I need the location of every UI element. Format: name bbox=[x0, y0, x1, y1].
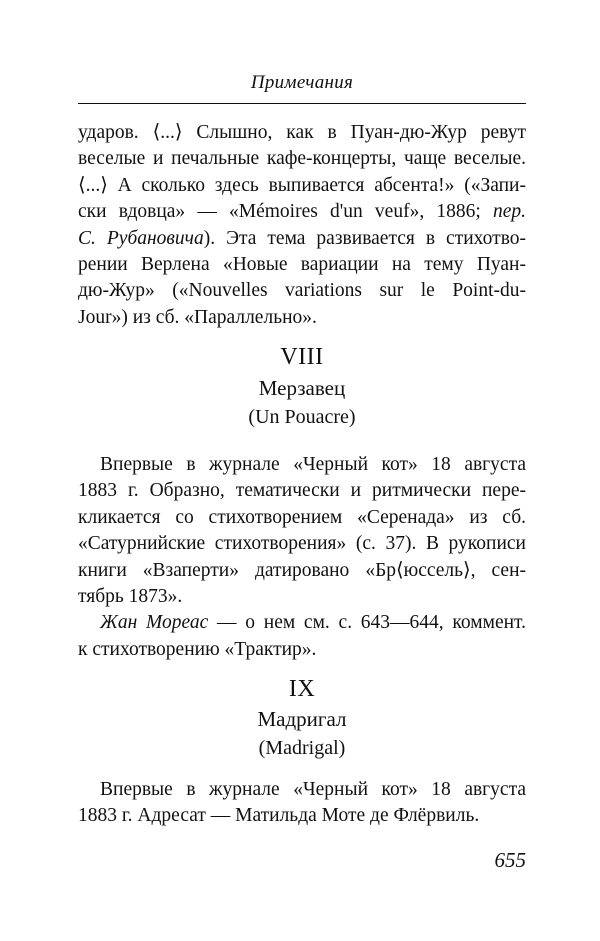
text-line: книги «Взаперти» датировано «Бр⟨юссель⟩, сен- bbox=[78, 559, 526, 581]
section-number: IX bbox=[288, 676, 316, 702]
text-line: веселые и печальные кафе-концерты, чаще веселые. bbox=[78, 148, 526, 170]
text-line: «Сатурнийские стихотворения» (с. 37). В рукописи bbox=[78, 533, 526, 555]
text-line: рении Верлена «Новые вариации на тему Пуан- bbox=[78, 254, 526, 276]
text-line: Впервые в журнале «Черный кот» 18 августа bbox=[100, 779, 526, 800]
text-line: 1883 г. Адресат — Матильда Моте де Флёрвиль. bbox=[78, 805, 480, 827]
text-line: кликается со стихотворением «Серенада» из сб. bbox=[78, 506, 526, 528]
text-fragment: ски вдовца» — «Mémoires d'un veuf», 1886; bbox=[78, 201, 481, 223]
text-line bbox=[78, 610, 526, 636]
text-line: Впервые в журнале «Черный кот» 18 августа bbox=[100, 454, 526, 475]
running-head: Примечания bbox=[250, 72, 354, 93]
text-line: ⟨...⟩ А сколько здесь выпивается абсента!» («Запи- bbox=[78, 174, 526, 196]
section-subtitle: (Un Pouacre) bbox=[248, 406, 356, 428]
text-line-with-translator bbox=[78, 199, 526, 225]
text-line: тябрь 1873». bbox=[78, 586, 183, 608]
section-number: VIII bbox=[280, 344, 324, 370]
text-line: дю-Жур» («Nouvelles variations sur le Point-du- bbox=[78, 280, 526, 302]
intro-paragraph bbox=[78, 120, 526, 331]
translator-name: С. Рубановича bbox=[78, 227, 204, 249]
section-title: Мерзавец bbox=[258, 376, 346, 400]
section-9-note bbox=[78, 777, 526, 830]
section-subtitle: (Madrigal) bbox=[258, 737, 346, 759]
section-8-note bbox=[78, 452, 526, 663]
text-line: ударов. ⟨...⟩ Слышно, как в Пуан-дю-Жур ревут bbox=[78, 122, 526, 143]
text-line: Jour») из сб. «Параллельно». bbox=[78, 306, 317, 328]
text-fragment: — о нем см. с. 643—644, коммент. bbox=[208, 612, 526, 634]
section-title: Мадригал bbox=[257, 707, 347, 731]
text-line: 1883 г. Образно, тематически и ритмически пере- bbox=[78, 480, 526, 502]
page-number: 655 bbox=[494, 848, 526, 872]
abbr-per: пер. bbox=[492, 201, 526, 223]
person-name: Жан Мореас bbox=[100, 612, 209, 634]
header-rule bbox=[78, 103, 526, 104]
text-line bbox=[78, 226, 526, 252]
text-fragment: ). Эта тема развивается в стихотво- bbox=[203, 227, 527, 249]
text-line: к стихотворению «Трактир». bbox=[78, 638, 317, 660]
